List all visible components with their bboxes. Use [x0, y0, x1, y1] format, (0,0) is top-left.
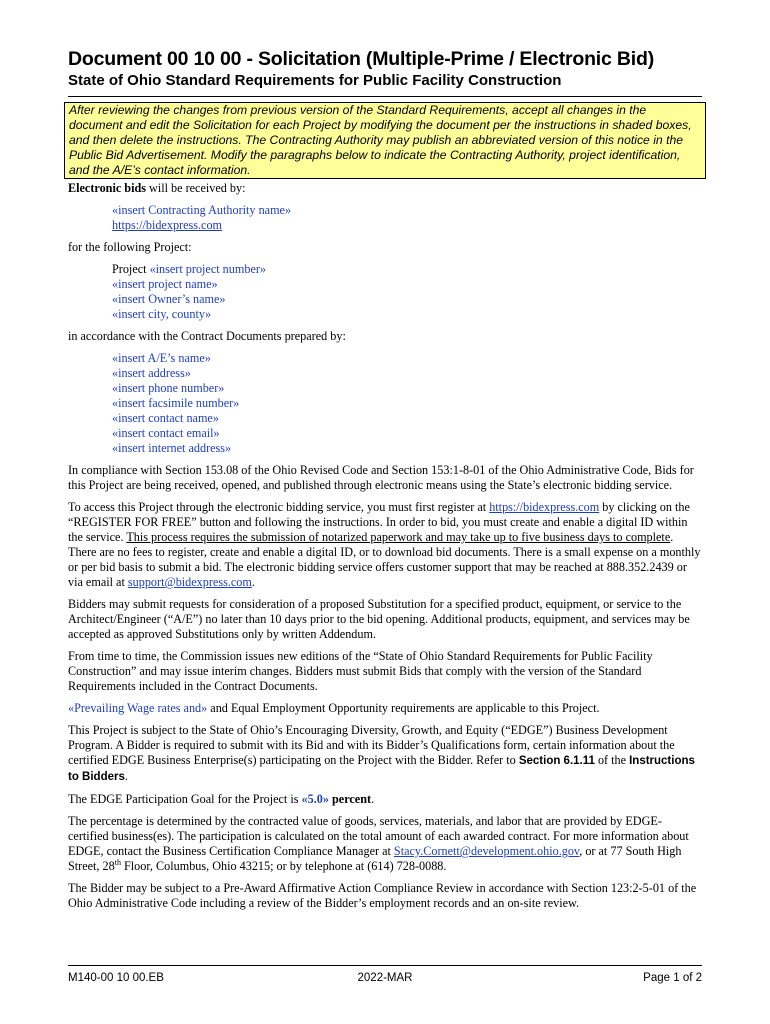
ae-line: «insert internet address»	[112, 441, 232, 455]
bidexpress-register-link[interactable]: https://bidexpress.com	[489, 500, 600, 514]
percentage-text-c: Floor, Columbus, Ohio 43215; or by telephone at (614) 728-0088.	[120, 859, 447, 873]
wage-paragraph	[68, 701, 702, 716]
ae-block	[112, 351, 702, 456]
access-text-a: To access this Project through the electronic bidding service, you must first register at	[68, 500, 490, 514]
percentage-paragraph	[68, 814, 702, 874]
ae-line: «insert A/E’s name»	[112, 351, 211, 365]
edge-contact-email-link[interactable]: Stacy.Cornett@development.ohio.gov	[393, 844, 580, 858]
instructions-reference: Instructions to Bidders	[68, 755, 695, 783]
ae-line: «insert contact name»	[112, 411, 219, 425]
prevailing-wage-placeholder: «Prevailing Wage rates and»	[68, 701, 208, 715]
project-name-placeholder: «insert project name»	[112, 277, 218, 291]
access-paragraph	[68, 500, 702, 590]
intro-bold-lead: Electronic bids	[68, 181, 146, 195]
page-footer	[68, 965, 702, 984]
compliance-paragraph: In compliance with Section 153.08 of the Ohio Revised Code and Section 153:1-8-01 of the Ohio Administrative Code, Bids for this Project are being received, opened, and published through electronic means using the State’s electronic bidding service.	[68, 463, 694, 492]
authority-block	[112, 203, 702, 233]
goal-paragraph	[68, 792, 702, 807]
notarized-notice: This process requires the submission of notarized paperwork and may take up to five business days to complete	[126, 530, 671, 544]
section-reference: Section 6.1.11	[518, 755, 595, 767]
intro-paragraph	[68, 181, 702, 196]
ae-lead: in accordance with the Contract Documents prepared by:	[68, 329, 346, 343]
ae-line: «insert address»	[112, 366, 191, 380]
project-number-placeholder: «insert project number»	[149, 262, 267, 276]
document-body	[68, 181, 702, 911]
project-prefix: Project	[112, 262, 150, 276]
ae-line: «insert contact email»	[112, 426, 220, 440]
bidexpress-link[interactable]: https://bidexpress.com	[112, 218, 223, 232]
goal-percent-label: percent	[328, 792, 372, 806]
access-text-d: .	[251, 575, 255, 589]
wage-rest: and Equal Employment Opportunity requirements are applicable to this Project.	[207, 701, 600, 715]
edge-paragraph	[68, 723, 702, 785]
ae-line: «insert phone number»	[112, 381, 225, 395]
header-divider	[68, 96, 702, 97]
floor-ordinal: th	[114, 857, 121, 867]
access-text-b: by clicking on the “REGISTER FOR FREE” button and following the instructions. In order to bid, you must create and enable a digital ID within the service.	[68, 500, 690, 544]
authority-placeholder: «insert Contracting Authority name»	[112, 203, 292, 217]
ae-line: «insert facsimile number»	[112, 396, 240, 410]
document-title: Document 00 10 00 - Solicitation (Multiple-Prime / Electronic Bid)	[68, 48, 654, 70]
city-county-placeholder: «insert city, county»	[112, 307, 212, 321]
percentage-text-a: The percentage is determined by the contracted value of goods, services, materials, and labor that are provided by EDGE-certified business(es). The participation is calculated on the total amount of each awarded contract. For more information about EDGE, contact the Business Certification Compliance Manager at	[68, 814, 689, 858]
instruction-box: After reviewing the changes from previous version of the Standard Requirements, accept all changes in the document and edit the Solicitation for each Project by modifying the document per the instructions in shaded boxes, and then delete the instructions. The Contracting Authority may publish an abbreviated version of this notice in the Public Bid Advertisement. Modify the paragraphs below to indicate the Contracting Authority, project identification, and the A/E’s contact information.	[64, 102, 706, 179]
review-paragraph: The Bidder may be subject to a Pre-Award Affirmative Action Compliance Review in accordance with Section 123:2-5-01 of the Ohio Administrative Code including a review of the Bidder’s employment records and an on-site review.	[68, 881, 697, 910]
substitution-paragraph: Bidders may submit requests for consideration of a proposed Substitution for a specified product, equipment, or service to the Architect/Engineer (“A/E”) no later than 10 days prior to the bid opening. Additional products, equipment, and services may be accepted as approved Substitutions only by written Addendum.	[68, 597, 690, 641]
percentage-text-b: , or at 77 South High Street, 28	[68, 844, 682, 873]
goal-text-c: .	[371, 792, 375, 806]
goal-text-a: The EDGE Participation Goal for the Project is	[68, 792, 302, 806]
document-page	[68, 48, 702, 918]
support-email-link[interactable]: support@bidexpress.com	[127, 575, 252, 589]
owner-name-placeholder: «insert Owner’s name»	[112, 292, 226, 306]
footer-doc-id: M140-00 10 00.EB	[68, 972, 164, 984]
document-subtitle: State of Ohio Standard Requirements for Public Facility Construction	[68, 72, 562, 89]
footer-page-number: Page 1 of 2	[643, 972, 702, 984]
access-text-c: . There are no fees to register, create and enable a digital ID, or to download bid documents. There is a small expense on a monthly or per bid basis to submit a bid. The electronic bidding service offers customer support that may be reached at 888.352.2439 or via email at	[68, 530, 701, 589]
edge-text-a: This Project is subject to the State of Ohio’s Encouraging Diversity, Growth, and Equity (“EDGE”) Business Development Program. A Bidder is required to submit with its Bid and with its Bidder’s Qualifications form, certain information about the certified EDGE Business Enterprise(s) participating on the Project with the Bidder. Refer to	[68, 723, 675, 767]
footer-date: 2022-MAR	[357, 972, 413, 984]
intro-rest: will be received by:	[145, 181, 246, 195]
project-block	[112, 262, 702, 322]
project-lead: for the following Project:	[68, 240, 192, 254]
edge-text-b: of the	[594, 753, 630, 767]
editions-paragraph: From time to time, the Commission issues new editions of the “State of Ohio Standard Requirements for Public Facility Construction” and may issue interim changes. Bidders must submit Bids that comply with the version of the Standard Requirements included in the Contract Documents.	[68, 649, 653, 693]
edge-text-c: .	[124, 769, 128, 783]
goal-value-placeholder: «5.0»	[301, 792, 329, 806]
